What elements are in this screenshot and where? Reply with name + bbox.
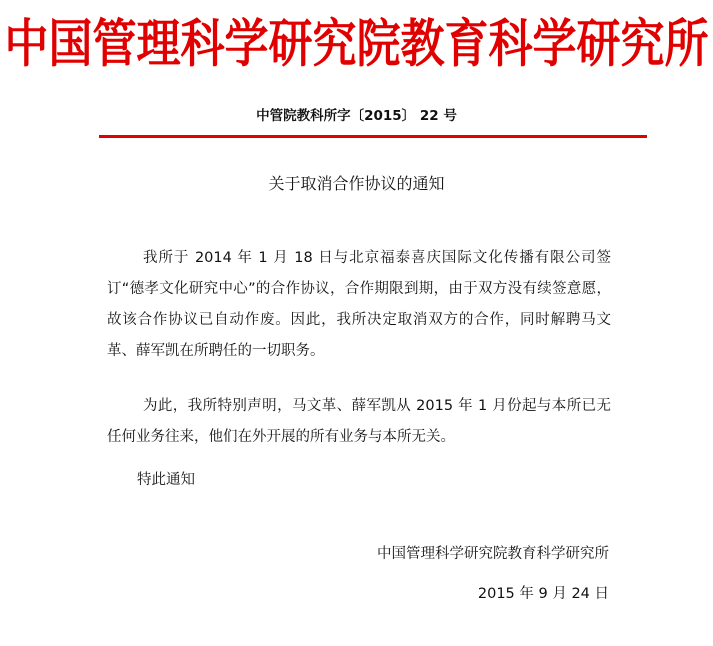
document-number: 中管院教科所字〔2015〕 22 号 (256, 108, 457, 124)
body-paragraph-1: 我所于 2014 年 1 月 18 日与北京福泰喜庆国际文化传播有限公司签订“德孝文化研究中心”的合作协议，合作期限到期，由于双方没有续签意愿，故该合作协议已自动作废。因此，我所决定取消双方的合作，同时解聘马文革、薛军凯在所聘任的一切职务。 (107, 250, 611, 359)
body-paragraph-2: 为此，我所特别声明，马文革、薛军凯从 2015 年 1 月份起与本所已无任何业务往来，他们在外开展的所有业务与本所无关。 (107, 398, 611, 445)
signature-organization: 中国管理科学研究院教育科学研究所 (377, 546, 609, 562)
closing-phrase: 特此通知 (137, 472, 195, 488)
signature-date: 2015 年 9 月 24 日 (477, 586, 609, 602)
red-divider-line (99, 135, 647, 138)
document-letterhead-title: 中国管理科学研究院教育科学研究所 (4, 14, 709, 75)
notice-title: 关于取消合作协议的通知 (268, 174, 445, 193)
